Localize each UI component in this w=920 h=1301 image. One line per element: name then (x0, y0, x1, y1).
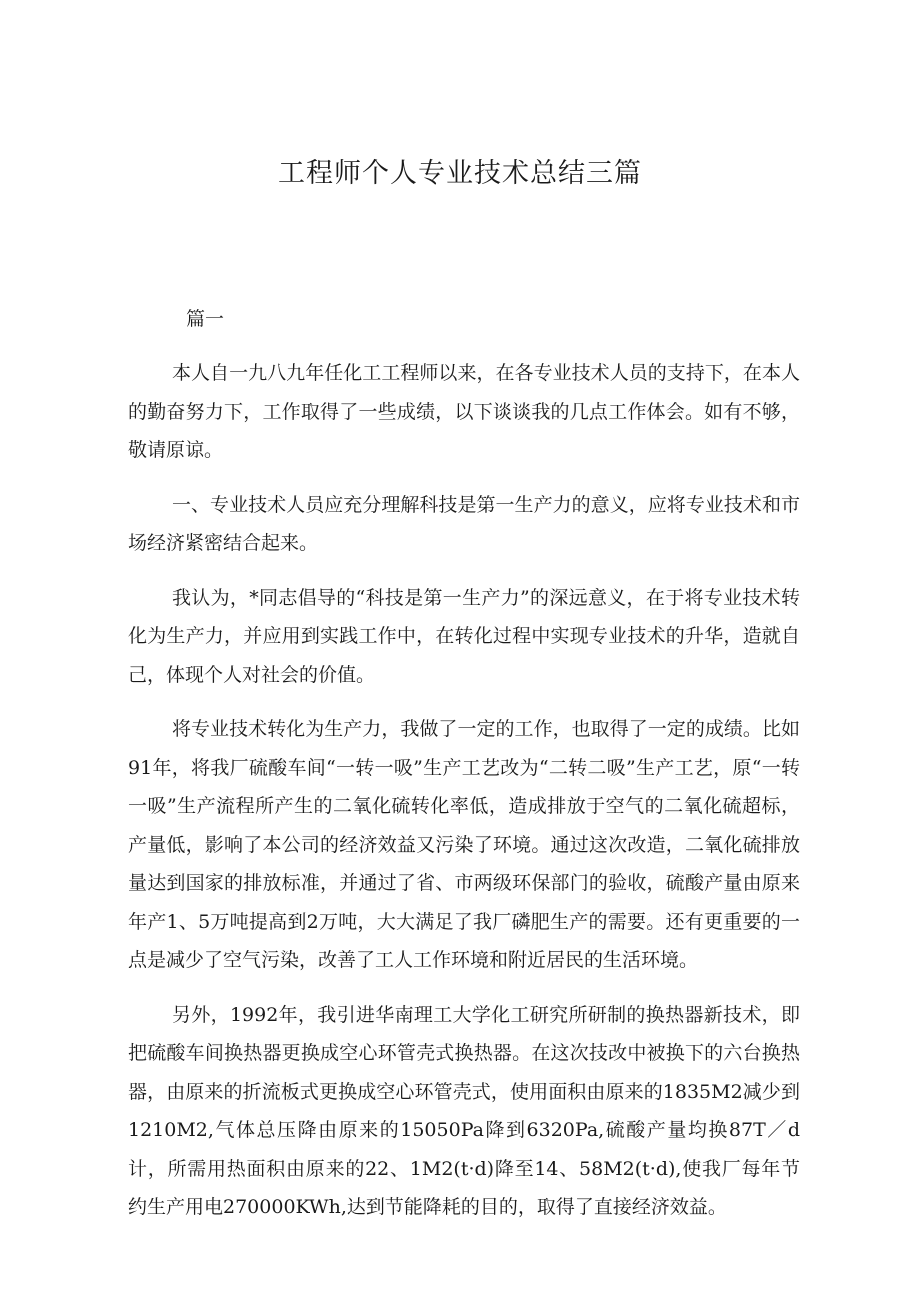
paragraph-heading-one: 一、专业技术人员应充分理解科技是第一生产力的意义，应将专业技术和市场经济紧密结合起来。 (128, 493, 800, 554)
paragraph-heat-exchanger: 另外，1992年，我引进华南理工大学化工研究所研制的换热器新技术，即把硫酸车间换热器更换成空心环管壳式换热器。在这次技改中被换下的六台换热器，由原来的折流板式更换成空心环管壳式，使用面积由原来的1835M2减少到1210M2,气体总压降由原来的15050Pa降到6320Pa,硫酸产量均换87T／d计，所需用热面积由原来的22、1M2(t·d)降至14、58M2(t·d),使我厂每年节约生产用电270000KWh,达到节能降耗的目的，取得了直接经济效益。 (128, 1003, 800, 1218)
document-body (128, 300, 800, 1243)
section-label: 篇一 (186, 308, 225, 330)
document-title: 工程师个人专业技术总结三篇 (278, 158, 642, 189)
paragraph-opinion: 我认为，*同志倡导的“科技是第一生产力”的深远意义，在于将专业技术转化为生产力，并应用到实践工作中，在转化过程中实现专业技术的升华，造就自己，体现个人对社会的价值。 (128, 586, 800, 686)
paragraph-sulfuric-acid: 将专业技术转化为生产力，我做了一定的工作，也取得了一定的成绩。比如91年，将我厂硫酸车间“一转一吸”生产工艺改为“二转二吸”生产工艺，原“一转一吸”生产流程所产生的二氧化硫转化率低，造成排放于空气的二氧化硫超标，产量低，影响了本公司的经济效益又污染了环境。通过这次改造，二氧化硫排放量达到国家的排放标准，并通过了省、市两级环保部门的验收，硫酸产量由原来年产1、5万吨提高到2万吨，大大满足了我厂磷肥生产的需要。还有更重要的一点是减少了空气污染，改善了工人工作环境和附近居民的生活环境。 (128, 718, 800, 971)
paragraph-intro: 本人自一九八九年任化工工程师以来，在各专业技术人员的支持下，在本人的勤奋努力下，工作取得了一些成绩，以下谈谈我的几点工作体会。如有不够，敬请原谅。 (128, 362, 800, 461)
